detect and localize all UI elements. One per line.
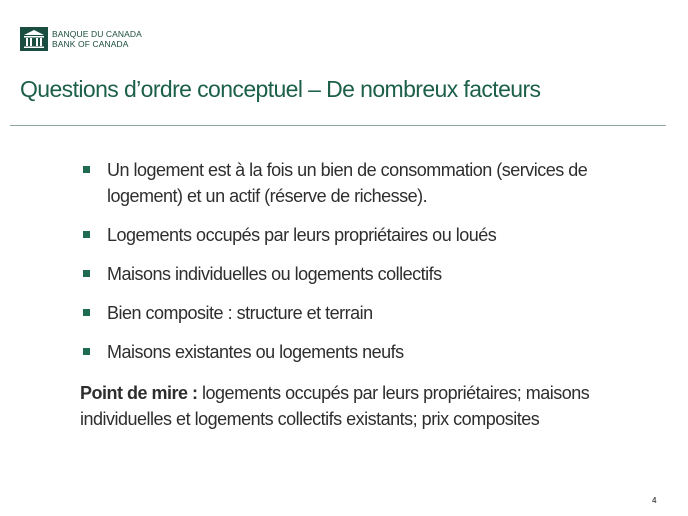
bank-name-en: BANK OF CANADA xyxy=(52,39,129,49)
bullet-item xyxy=(80,222,650,248)
focus-label: Point de mire : xyxy=(80,383,198,403)
bullet-text: Un logement est à la fois un bien de consommation (services de logement) et un actif (réserve de richesse). xyxy=(107,160,588,206)
bullet-list xyxy=(80,157,650,365)
square-bullet-icon xyxy=(83,348,90,355)
focus-statement xyxy=(80,380,660,432)
bullet-item xyxy=(80,300,650,326)
page-number: 4 xyxy=(652,496,657,505)
square-bullet-icon xyxy=(83,309,90,316)
bullet-item xyxy=(80,339,650,365)
square-bullet-icon xyxy=(83,166,90,173)
bullet-text: Bien composite : structure et terrain xyxy=(107,303,373,323)
focus-text: logements occupés par leurs propriétaires; maisons individuelles et logements collectifs existants; prix composites xyxy=(80,383,590,429)
title-divider xyxy=(10,125,666,126)
bank-name-fr: BANQUE DU CANADA xyxy=(52,29,142,39)
bank-name xyxy=(52,29,142,49)
bank-logo xyxy=(20,27,142,51)
bullet-text: Maisons individuelles ou logements collectifs xyxy=(107,264,442,284)
square-bullet-icon xyxy=(83,231,90,238)
bullet-text: Maisons existantes ou logements neufs xyxy=(107,342,404,362)
bank-building-icon xyxy=(20,27,48,51)
slide-title: Questions d’ordre conceptuel – De nombreux facteurs xyxy=(20,76,541,102)
bullet-item xyxy=(80,261,650,287)
bullet-item xyxy=(80,157,650,209)
bullet-text: Logements occupés par leurs propriétaires ou loués xyxy=(107,225,497,245)
square-bullet-icon xyxy=(83,270,90,277)
